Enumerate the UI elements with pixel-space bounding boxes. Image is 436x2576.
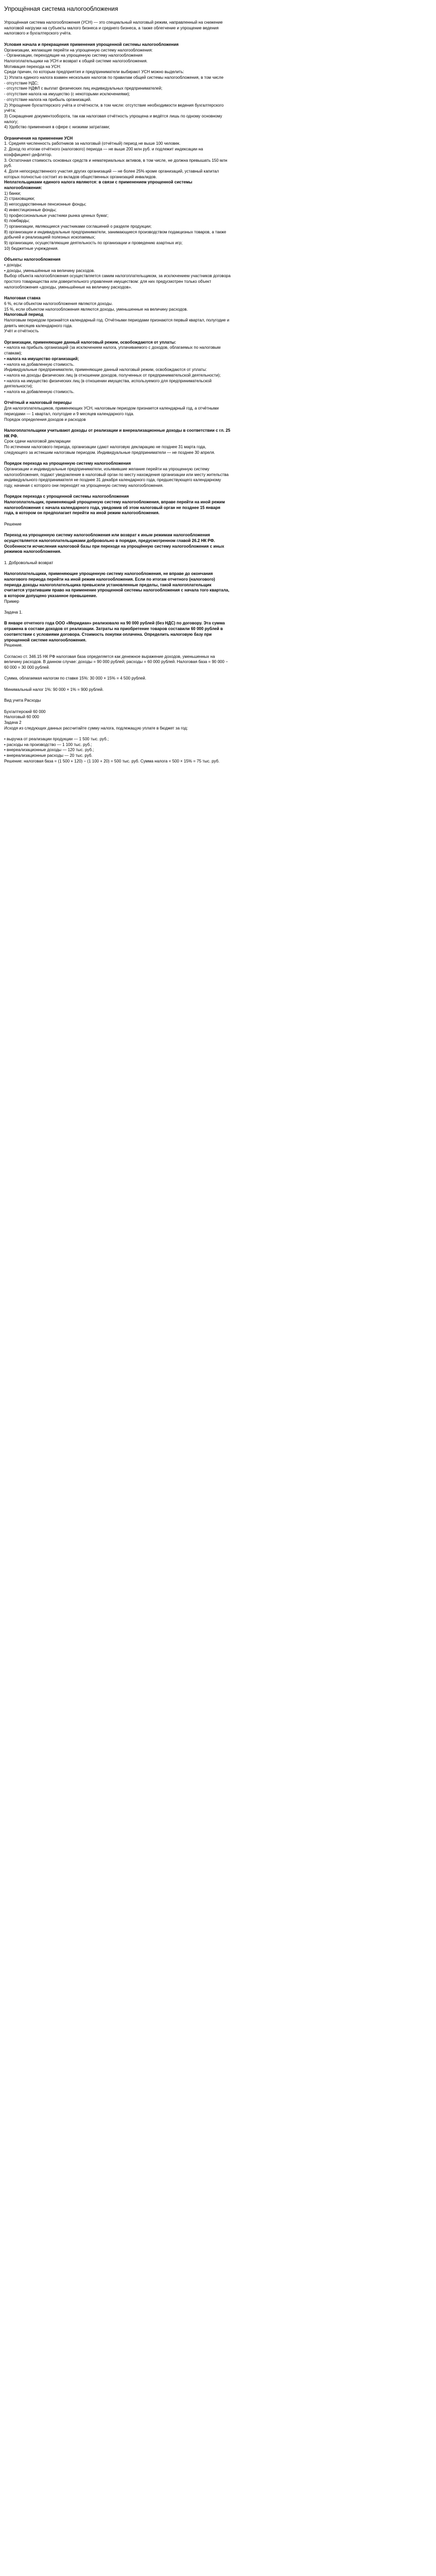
paragraph [4,312,231,318]
paragraph: Мотивация перехода на УСН: [4,64,61,69]
paragraph: Исходя из следующих данных рассчитайте сумму налога, подлежащую уплате в бюджет за год: [4,725,188,731]
paragraph-spacer [4,489,231,495]
paragraph: Решение [4,521,22,527]
paragraph-spacer [4,604,231,610]
paragraph: • налога на прибыль организаций (за исключением налога, уплачиваемого с доходов, облагаемых по налоговым ставкам); [4,345,221,356]
paragraph [4,136,231,142]
paragraph: 6) ломбарды; [4,218,30,224]
paragraph: 1) банки; [4,191,21,196]
paragraph: - отсутствие налога на имущество (с некоторыми исключениями); [4,92,130,97]
paragraph: 1. Добровольный возврат [4,560,54,565]
paragraph-spacer [4,566,231,571]
paragraph-spacer [4,704,231,709]
paragraph: • доходы, уменьшённые на величину расходов. [4,268,95,273]
paragraph: Организации и индивидуальные предприниматели, изъявившие желание перейти на упрощенную систему налогообложения, подают уведомление в налоговый орган по месту нахождения организации или месту жительства индивидуального предпринимателя не позднее 31 декабря календарного года, предшествующего календарному году, начиная с которого они переходят на упрощенную систему налогообложения. [4,466,229,488]
paragraph: 7) организации, являющиеся участниками соглашений о разделе продукции; [4,224,152,229]
paragraph: 9) организации, осуществляющие деятельность по организации и проведению азартных игр; [4,241,183,246]
paragraph [4,357,231,362]
document-body [4,20,231,765]
paragraph: • налога на имущество физических лиц (в отношении имущества, используемого для предпринимательской деятельности); [4,378,212,389]
section-heading: Порядок перехода на упрощенную систему налогообложения [4,461,131,466]
paragraph: 2. Доход по итогам отчётного (налогового) периода — не выше 200 млн руб. и подлежит индексации на коэффициент-дефлятор. [4,147,203,157]
paragraph: Порядок определения доходов и расходов [4,417,86,422]
paragraph-spacer [4,555,231,561]
paragraph: Среди причин, по которым предприятия и предприниматели выбирают УСН можно выделить: [4,70,184,75]
paragraph-spacer [4,616,231,621]
paragraph: Сумма, облагаемая налогом по ставке 15%: 30 000 × 15% = 4 500 рублей. [4,676,146,681]
paragraph: • выручка от реализации продукции — 1 500 тыс. руб.; [4,737,109,742]
paragraph [4,533,231,544]
paragraph [4,257,231,263]
paragraph: 8) организации и индивидуальные предприниматели, занимающиеся производством подакцизных товаров, а также добычей и реализацией полезных ископаемых; [4,229,226,240]
section-heading: Налоговая ставка [4,296,41,301]
paragraph: 6 %, если объектом налогообложения являются доходы. [4,301,113,306]
paragraph: • налога на доходы физических лиц (в отношении доходов, полученных от предпринимательской деятельности); [4,372,221,378]
paragraph: 15 %, если объектом налогообложения являются доходы, уменьшенные на величину расходов. [4,307,188,312]
paragraph [4,500,231,516]
paragraph-spacer [4,455,231,461]
section-heading: Объекты налогообложения [4,257,61,262]
paragraph [4,340,231,346]
paragraph: - отсутствие НДФЛ с выплат физических лиц индивидуальных предпринимателей; [4,86,163,91]
paragraph: Индивидуальные предприниматели, применяющие данный налоговый режим, освобождаются от уплаты: [4,367,207,372]
paragraph: 4) Удобство применения в сфере с низкими затратами; [4,125,110,130]
section-heading: Ограничения на применение УСН [4,135,73,141]
paragraph-spacer [4,671,231,676]
paragraph [4,180,231,191]
paragraph: Упрощённая система налогообложения (УСН) — это специальный налоговый режим, направленный на снижение налоговой нагрузки на субъекты малого бизнеса и среднего бизнеса, а также облегчение и упрощение ведения налогового и бухгалтерского учёта. [4,20,223,36]
paragraph: Бухгалтерский 60 000 [4,709,46,714]
paragraph: • налога на добавленную стоимость. [4,362,75,367]
paragraph-spacer [4,37,231,42]
paragraph: Согласно ст. 346.15 НК РФ налоговая база определяется как денежное выражение доходов, уменьшенных на величину расходов. В данном случае: доходы = 90 000 рублей; расходы = 60 000 рублей. Налоговая база = 90 000 − 60 000 = 30 000 рублей. [4,654,228,670]
paragraph [4,544,231,555]
section-heading: Порядок перехода с упрощенной системы налогообложения [4,494,129,499]
paragraph: 1) Уплата единого налога взамен нескольких налогов по правилам общей системы налогообложения, в том числе [4,75,224,80]
paragraph: Для налогоплательщиков, применяющих УСН, налоговым периодом признается календарный год, а отчётными периодами — 1 квартал, полугодие и 9 месяцев календарного года. [4,406,219,416]
paragraph: Учёт и отчётность [4,329,39,334]
paragraph: • расходы на производство — 1 100 тыс. руб.; [4,742,92,747]
paragraph-spacer [4,528,231,533]
paragraph [4,461,231,467]
section-heading: Налогоплательщики учитывают доходы от реализации и внереализационные доходы в соответствии с гл. 25 НК РФ. [4,428,231,438]
paragraph [4,400,231,406]
paragraph-spacer [4,252,231,258]
paragraph: • внереализационные доходы — 120 тыс. руб.; [4,748,94,753]
section-heading: Особенности исчисления налоговой базы при переходе на упрощённую систему налогообложения с иных режимов налогообложения. [4,544,224,554]
paragraph: Пример [4,599,20,604]
paragraph [4,296,231,301]
paragraph: - отсутствие НДС; [4,80,39,86]
paragraph [4,621,231,643]
paragraph: • налога на добавленную стоимость. [4,389,75,395]
section-heading: • налога на имущество организаций; [4,356,79,361]
paragraph: Срок сдачи налоговой декларации [4,439,71,444]
paragraph-spacer [4,422,231,428]
paragraph: - отсутствие налога на прибыль организаций. [4,97,92,102]
paragraph-spacer [4,395,231,401]
paragraph: 3) негосударственные пенсионные фонды; [4,202,86,207]
paragraph: Задача 1. [4,610,23,615]
paragraph: 4. Доля непосредственного участия других организаций — не более 25% кроме организаций, уставный капитал которых полностью состоит из вкладов общественных организаций инвалидов. [4,168,219,179]
paragraph-spacer [4,130,231,136]
paragraph-spacer [4,290,231,296]
section-heading: Налоговый период [4,312,44,317]
paragraph: 2) страховщики; [4,196,35,201]
paragraph: Вид учета Расходы [4,698,41,703]
section-heading: Отчётный и налоговый периоды [4,400,72,405]
page-title: Упрощённая система налогообложения [4,5,118,12]
paragraph: 5) профессиональные участники рынка ценных бумаг; [4,213,109,218]
paragraph-spacer [4,334,231,340]
section-heading: Неплательщиками единого налога являются: в связи с применением упрощенной системы налогообложения: [4,180,193,191]
paragraph: Минимальный налог 1%: 90 000 × 1% = 900 рублей. [4,687,104,692]
paragraph [4,42,231,48]
paragraph: • внереализационные расходы — 20 тыс. руб. [4,753,93,758]
page [0,0,436,775]
paragraph: 10) бюджетные учреждения. [4,246,59,251]
section-heading: Условия начала и прекращения применения упрощенной системы налогообложения [4,42,179,47]
paragraph: 3. Остаточная стоимость основных средств и нематериальных активов, в том числе, не должна превышать 150 млн руб. [4,158,228,168]
paragraph [4,428,231,439]
section-heading: Налогоплательщик, применяющий упрощенную систему налогообложения, вправе перейти на иной режим налогообложения с начала календарного года, уведомив об этом налоговый орган не позднее 15 января года, в котором он предполагает перейти на иной режим налогообложения. [4,500,225,516]
paragraph: Выбор объекта налогообложения осуществляется самим налогоплательщиком, за исключением участников договора простого товарищества или доверительного управления имуществом: для них предусмотрен только объект налогообложения «доходы, уменьшённые на величину расходов». [4,274,231,290]
paragraph: - Организации, переходящие на упрощенную систему налогообложения [4,53,143,58]
paragraph-spacer [4,516,231,522]
paragraph: Организации, желающие перейти на упрощенную систему налогообложения: [4,47,153,53]
section-heading: Организации, применяющие данный налоговый режим, освобождаются от уплаты: [4,340,177,345]
paragraph [4,494,231,500]
paragraph: Решение. [4,643,23,648]
paragraph: 3) Сокращение документооборота, так как налоговая отчётность упрощена и ведётся лишь по одному основному налогу; [4,113,222,124]
paragraph: Задача 2 [4,720,22,725]
paragraph-spacer [4,682,231,687]
paragraph [4,571,231,599]
paragraph: Налоговый 60 000 [4,715,39,720]
paragraph: Решение: налоговая база = (1 500 + 120) − (1 100 + 20) = 500 тыс. руб. Сумма налога = 500 × 15% = 75 тыс. руб. [4,758,220,764]
section-heading: Налогоплательщики, применяющие упрощенную систему налогообложения, не вправе до окончания налогового периода перейти на иной режим налогообложения. Если по итогам отчетного (налогового) периода доходы налогоплательщика превысили установленные пределы, такой налогоплательщик считается утратившим право на применение упрощенной системы налогообложения с начала того квартала, в котором допущено указанное превышение. [4,571,230,598]
paragraph-spacer [4,649,231,654]
section-heading: Переход на упрощенную систему налогообложения или возврат к иным режимам налогообложения осуществляется налогоплательщиками добровольно в порядке, предусмотренном главой 26.2 НК РФ. [4,533,215,543]
paragraph: Налоговым периодом признаётся календарный год. Отчётными периодами признаются первый квартал, полугодие и девять месяцев календарного года. [4,317,230,328]
paragraph: По истечении налогового периода, организации сдают налоговую декларацию не позднее 31 марта года, следующего за истекшим налоговым периодом. Индивидуальные предприниматели — не позднее 30 апреля. [4,445,215,455]
paragraph: 4) инвестиционные фонды; [4,207,57,212]
paragraph: 2) Упрощение бухгалтерского учёта и отчётности, в том числе: отсутствие необходимости ведения бухгалтерского учёта; [4,103,224,113]
paragraph-spacer [4,731,231,737]
paragraph: Налогоплательщики на УСН и возврат к общей системе налогообложения. [4,58,148,63]
paragraph: 1. Средняя численность работников за налоговый (отчётный) период не выше 100 человек. [4,141,181,146]
paragraph: • доходы; [4,262,22,267]
paragraph-spacer [4,693,231,699]
section-heading: В январе отчетного года ООО «Меридиан» реализовало на 90 000 рублей (без НДС) по договору. Эта сумма отражена в составе доходов от реализации. Затраты на приобретение товаров составили 60 000 рублей в соответствии с условиями договора. Стоимость покупки оплачена. Определить налоговую базу при упрощенной системе налогообложения. [4,621,225,642]
